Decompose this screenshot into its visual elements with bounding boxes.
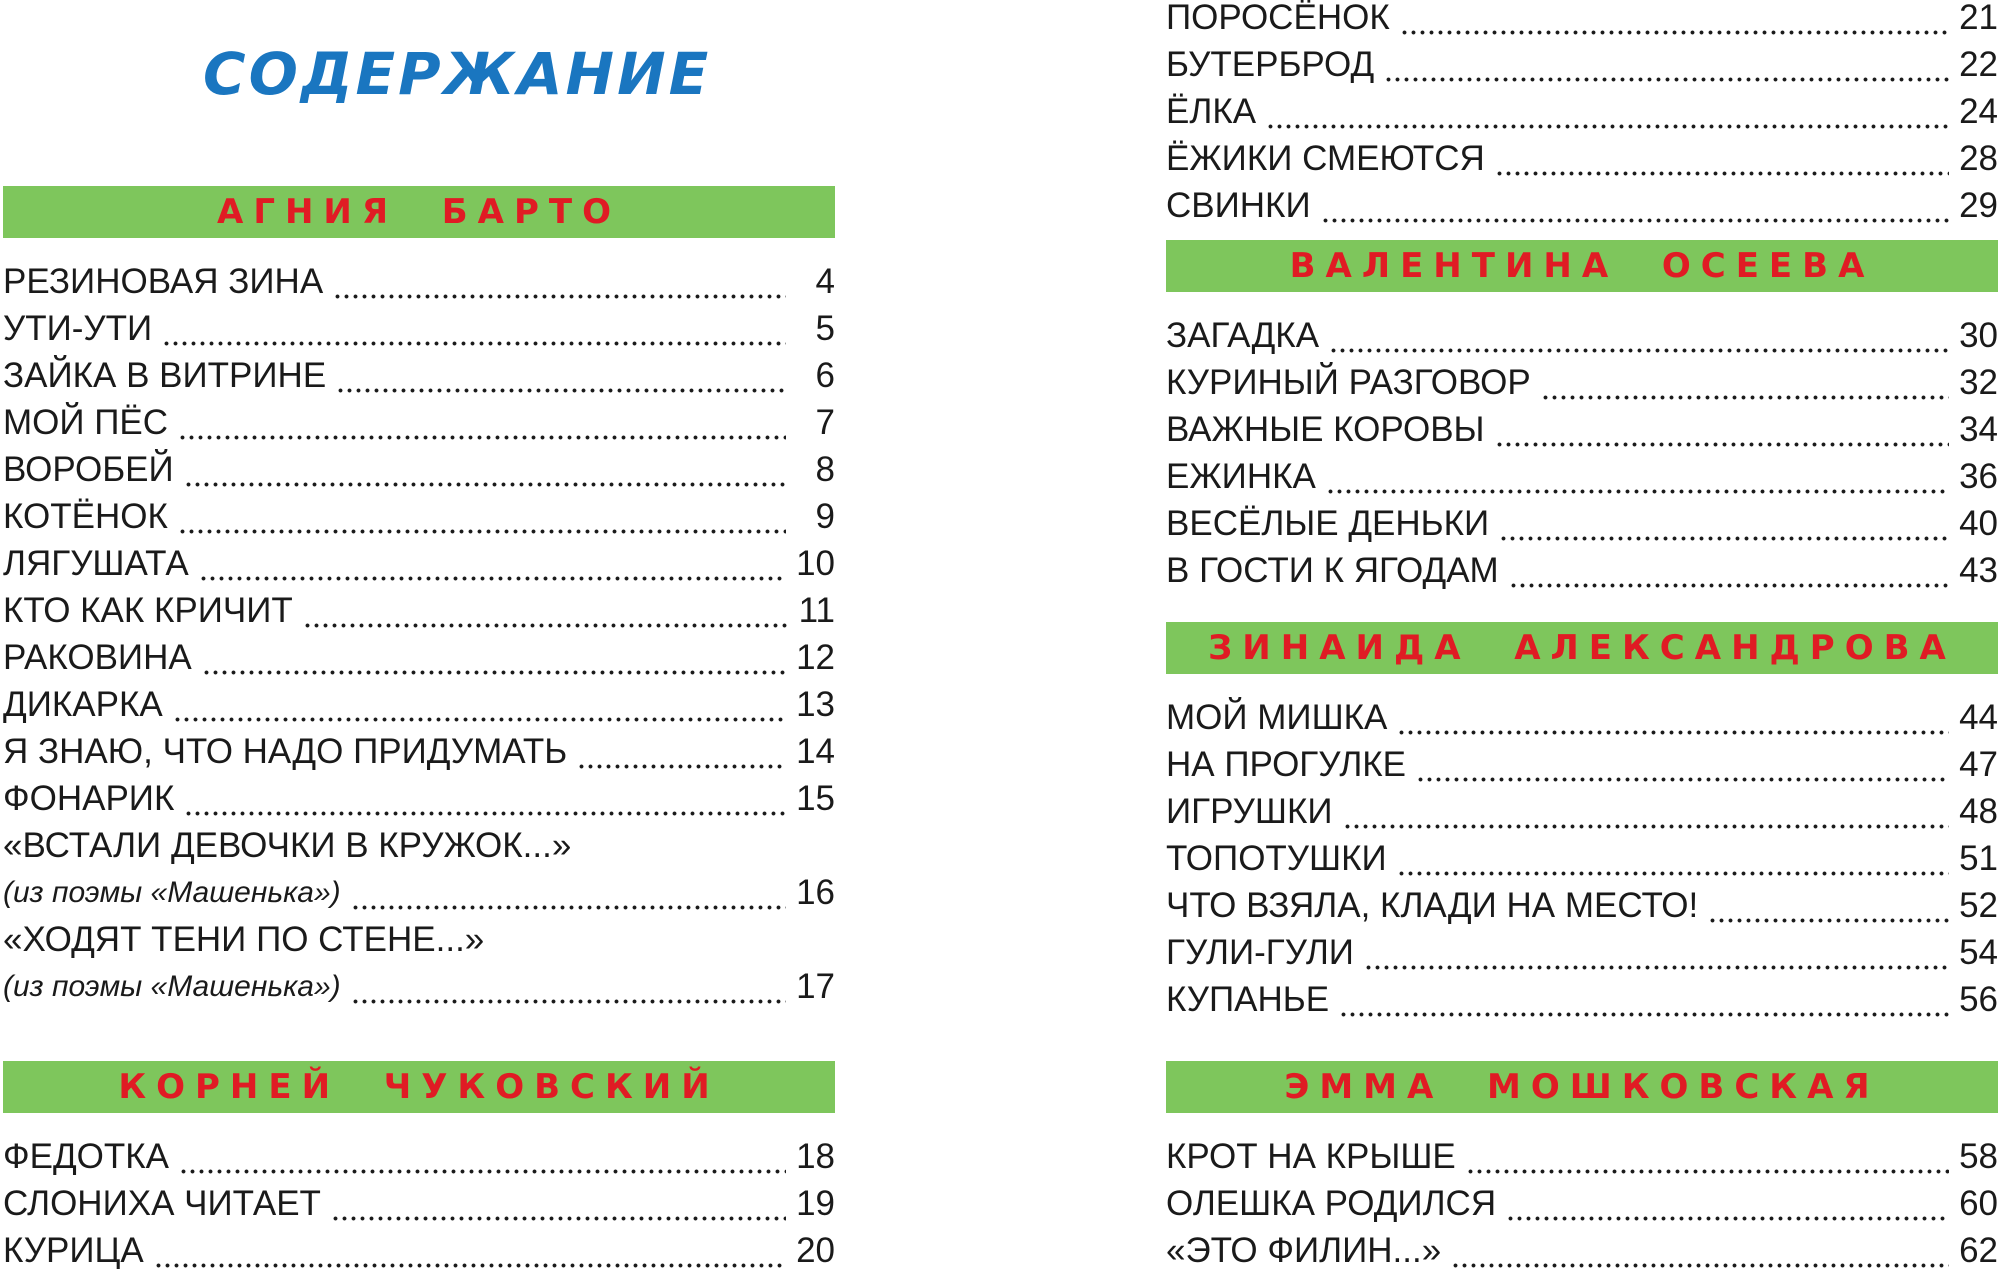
toc-entry[interactable] <box>3 775 835 822</box>
entry-page-number: 10 <box>796 544 835 583</box>
entry-title: ВАЖНЫЕ КОРОВЫ <box>1166 410 1485 449</box>
entry-page-number: 16 <box>796 873 835 912</box>
dot-leader <box>333 258 785 305</box>
entry-title: ЗАГАДКА <box>1166 316 1320 355</box>
entry-title: КУРИЦА <box>3 1231 144 1270</box>
dot-leader <box>1321 182 1949 229</box>
entry-list <box>1166 0 1998 229</box>
entry-title: МОЙ ПЁС <box>3 403 169 442</box>
entry-page-number: 52 <box>1959 886 1998 925</box>
toc-entry[interactable] <box>3 587 835 634</box>
dot-leader <box>336 352 785 399</box>
entry-page-number: 14 <box>796 732 835 771</box>
dot-leader <box>1451 1227 1949 1274</box>
dot-leader <box>199 540 786 587</box>
dot-leader <box>173 681 786 728</box>
toc-entry[interactable] <box>3 258 835 305</box>
section-continued <box>1166 0 1998 229</box>
entry-page-number: 30 <box>1959 316 1998 355</box>
entry-page-number: 12 <box>796 638 835 677</box>
toc-entry[interactable] <box>1166 182 1998 229</box>
dot-leader <box>1343 788 1950 835</box>
dot-leader <box>1339 976 1949 1023</box>
entry-page-number: 34 <box>1959 410 1998 449</box>
entry-page-number: 60 <box>1959 1184 1998 1223</box>
author-name: ЭММА МОШКОВСКАЯ <box>1284 1067 1880 1107</box>
dot-leader <box>1416 741 1949 788</box>
entry-page-number: 18 <box>796 1137 835 1176</box>
dot-leader <box>1495 135 1949 182</box>
entry-list <box>3 1133 835 1274</box>
toc-entry[interactable] <box>1166 1133 1998 1180</box>
entry-page-number: 32 <box>1959 363 1998 402</box>
entry-page-number: 11 <box>798 591 835 630</box>
entry-title: ФОНАРИК <box>3 779 175 818</box>
entry-list <box>1166 312 1998 594</box>
dot-leader <box>1400 0 1949 41</box>
toc-entry[interactable] <box>3 446 835 493</box>
entry-page-number: 36 <box>1959 457 1998 496</box>
dot-leader <box>1326 453 1949 500</box>
entry-page-number: 6 <box>815 356 835 395</box>
entry-page-number: 5 <box>815 309 835 348</box>
toc-entry[interactable] <box>1166 359 1998 406</box>
toc-entry[interactable] <box>1166 547 1998 594</box>
entry-title: «ВСТАЛИ ДЕВОЧКИ В КРУЖОК...» <box>3 826 572 865</box>
entry-page-number: 47 <box>1959 745 1998 784</box>
dot-leader <box>1384 41 1949 88</box>
entry-page-number: 62 <box>1959 1231 1998 1270</box>
author-name: АГНИЯ БАРТО <box>217 192 621 232</box>
entry-title: ЁЛКА <box>1166 92 1257 131</box>
dot-leader <box>178 399 785 446</box>
dot-leader <box>184 446 786 493</box>
dot-leader <box>1509 547 1949 594</box>
entry-list <box>1166 1133 1998 1274</box>
author-band <box>1166 622 1998 674</box>
dot-leader <box>1364 929 1949 976</box>
entry-title: КУРИНЫЙ РАЗГОВОР <box>1166 363 1531 402</box>
author-name: КОРНЕЙ ЧУКОВСКИЙ <box>118 1067 720 1107</box>
entry-title: ЗАЙКА В ВИТРИНЕ <box>3 356 327 395</box>
dot-leader <box>351 963 786 1010</box>
toc-entry[interactable] <box>3 916 835 963</box>
entry-title: ЛЯГУШАТА <box>3 544 189 583</box>
entry-title: ГУЛИ-ГУЛИ <box>1166 933 1354 972</box>
entry-title: КУПАНЬЕ <box>1166 980 1330 1019</box>
entry-title: УТИ-УТИ <box>3 309 153 348</box>
entry-title: ВОРОБЕЙ <box>3 450 174 489</box>
dot-leader <box>351 869 786 916</box>
toc-entry[interactable] <box>3 352 835 399</box>
toc-entry[interactable] <box>1166 453 1998 500</box>
page-title: СОДЕРЖАНИЕ <box>203 40 712 108</box>
dot-leader <box>1397 694 1949 741</box>
entry-page-number: 58 <box>1959 1137 1998 1176</box>
entry-title: МОЙ МИШКА <box>1166 698 1388 737</box>
entry-title: СВИНКИ <box>1166 186 1311 225</box>
dot-leader <box>1397 835 1949 882</box>
dot-leader <box>1466 1133 1949 1180</box>
toc-entry[interactable] <box>1166 312 1998 359</box>
entry-page-number: 17 <box>796 967 835 1006</box>
dot-leader <box>331 1180 786 1227</box>
toc-entry[interactable] <box>3 728 835 775</box>
toc-entry[interactable] <box>1166 741 1998 788</box>
entry-title: ОЛЕШКА РОДИЛСЯ <box>1166 1184 1497 1223</box>
dot-leader <box>162 305 785 352</box>
entry-title: «ХОДЯТ ТЕНИ ПО СТЕНЕ...» <box>3 920 485 959</box>
entry-page-number: 54 <box>1959 933 1998 972</box>
toc-entry[interactable] <box>1166 835 1998 882</box>
entry-title: ЁЖИКИ СМЕЮТСЯ <box>1166 139 1485 178</box>
entry-page-number: 29 <box>1959 186 1998 225</box>
entry-list <box>1166 694 1998 1023</box>
section-aleksandrova <box>1166 622 1998 1023</box>
toc-entry[interactable] <box>3 634 835 681</box>
entry-title: ДИКАРКА <box>3 685 163 724</box>
dot-leader <box>1541 359 1949 406</box>
dot-leader <box>577 728 786 775</box>
entry-title: «ЭТО ФИЛИН...» <box>1166 1231 1442 1270</box>
toc-entry[interactable] <box>1166 0 1998 41</box>
entry-page-number: 44 <box>1959 698 1998 737</box>
section-moshkovskaya <box>1166 1061 1998 1274</box>
author-band <box>1166 240 1998 292</box>
toc-entry[interactable] <box>3 1180 835 1227</box>
toc-entry[interactable] <box>1166 929 1998 976</box>
entry-page-number: 13 <box>796 685 835 724</box>
entry-page-number: 21 <box>1959 0 1998 37</box>
entry-title: КРОТ НА КРЫШЕ <box>1166 1137 1456 1176</box>
author-name: ЗИНАИДА АЛЕКСАНДРОВА <box>1208 628 1956 668</box>
entry-title: В ГОСТИ К ЯГОДАМ <box>1166 551 1499 590</box>
toc-entry[interactable] <box>1166 1227 1998 1274</box>
dot-leader <box>202 634 786 681</box>
entry-title: РАКОВИНА <box>3 638 192 677</box>
toc-entry[interactable] <box>3 963 835 1010</box>
dot-leader <box>154 1227 786 1274</box>
entry-title: ТОПОТУШКИ <box>1166 839 1387 878</box>
entry-page-number: 8 <box>815 450 835 489</box>
entry-title: КОТЁНОК <box>3 497 168 536</box>
toc-entry[interactable] <box>1166 882 1998 929</box>
entry-page-number: 48 <box>1959 792 1998 831</box>
author-band <box>3 1061 835 1113</box>
dot-leader <box>1266 88 1949 135</box>
toc-entry[interactable] <box>3 305 835 352</box>
toc-entry[interactable] <box>1166 135 1998 182</box>
dot-leader <box>1495 406 1950 453</box>
entry-page-number: 9 <box>815 497 835 536</box>
dot-leader <box>1708 882 1949 929</box>
toc-entry[interactable] <box>1166 976 1998 1023</box>
entry-page-number: 7 <box>815 403 835 442</box>
toc-entry[interactable] <box>1166 406 1998 453</box>
entry-page-number: 43 <box>1959 551 1998 590</box>
toc-entry[interactable] <box>1166 694 1998 741</box>
entry-title: ПОРОСЁНОК <box>1166 0 1390 37</box>
entry-page-number: 15 <box>796 779 835 818</box>
entry-title: ВЕСЁЛЫЕ ДЕНЬКИ <box>1166 504 1490 543</box>
entry-title: (из поэмы «Машенька») <box>3 970 341 1003</box>
entry-title: ЧТО ВЗЯЛА, КЛАДИ НА МЕСТО! <box>1166 886 1699 925</box>
toc-entry[interactable] <box>1166 1180 1998 1227</box>
toc-entry[interactable] <box>1166 88 1998 135</box>
dot-leader <box>1499 500 1949 547</box>
author-band <box>3 186 835 238</box>
toc-entry[interactable] <box>3 1133 835 1180</box>
dot-leader <box>1506 1180 1949 1227</box>
entry-title: БУТЕРБРОД <box>1166 45 1375 84</box>
entry-page-number: 51 <box>1959 839 1998 878</box>
dot-leader <box>178 493 786 540</box>
toc-entry[interactable] <box>1166 500 1998 547</box>
entry-title: ФЕДОТКА <box>3 1137 169 1176</box>
entry-page-number: 24 <box>1959 92 1998 131</box>
dot-leader <box>1329 312 1949 359</box>
toc-entry[interactable] <box>3 399 835 446</box>
toc-entry[interactable] <box>3 681 835 728</box>
toc-entry[interactable] <box>3 540 835 587</box>
toc-entry[interactable] <box>3 493 835 540</box>
entry-title: КТО КАК КРИЧИТ <box>3 591 293 630</box>
dot-leader <box>179 1133 786 1180</box>
toc-entry[interactable] <box>3 1227 835 1274</box>
section-oseeva <box>1166 240 1998 594</box>
entry-page-number: 22 <box>1959 45 1998 84</box>
author-name: ВАЛЕНТИНА ОСЕЕВА <box>1289 246 1875 286</box>
entry-page-number: 28 <box>1959 139 1998 178</box>
toc-entry[interactable] <box>3 869 835 916</box>
entry-list <box>3 258 835 1010</box>
section-barto <box>3 186 835 1010</box>
entry-title: РЕЗИНОВАЯ ЗИНА <box>3 262 324 301</box>
entry-page-number: 4 <box>815 262 835 301</box>
entry-page-number: 19 <box>796 1184 835 1223</box>
toc-entry[interactable] <box>3 822 835 869</box>
author-band <box>1166 1061 1998 1113</box>
toc-entry[interactable] <box>1166 788 1998 835</box>
entry-page-number: 56 <box>1959 980 1998 1019</box>
section-chukovsky <box>3 1061 835 1274</box>
entry-page-number: 20 <box>796 1231 835 1270</box>
toc-entry[interactable] <box>1166 41 1998 88</box>
entry-title: (из поэмы «Машенька») <box>3 876 341 909</box>
entry-title: НА ПРОГУЛКЕ <box>1166 745 1407 784</box>
entry-title: СЛОНИХА ЧИТАЕТ <box>3 1184 321 1223</box>
dot-leader <box>184 775 786 822</box>
entry-page-number: 40 <box>1959 504 1998 543</box>
entry-title: Я ЗНАЮ, ЧТО НАДО ПРИДУМАТЬ <box>3 732 568 771</box>
entry-title: ЕЖИНКА <box>1166 457 1316 496</box>
entry-title: ИГРУШКИ <box>1166 792 1333 831</box>
dot-leader <box>303 587 789 634</box>
